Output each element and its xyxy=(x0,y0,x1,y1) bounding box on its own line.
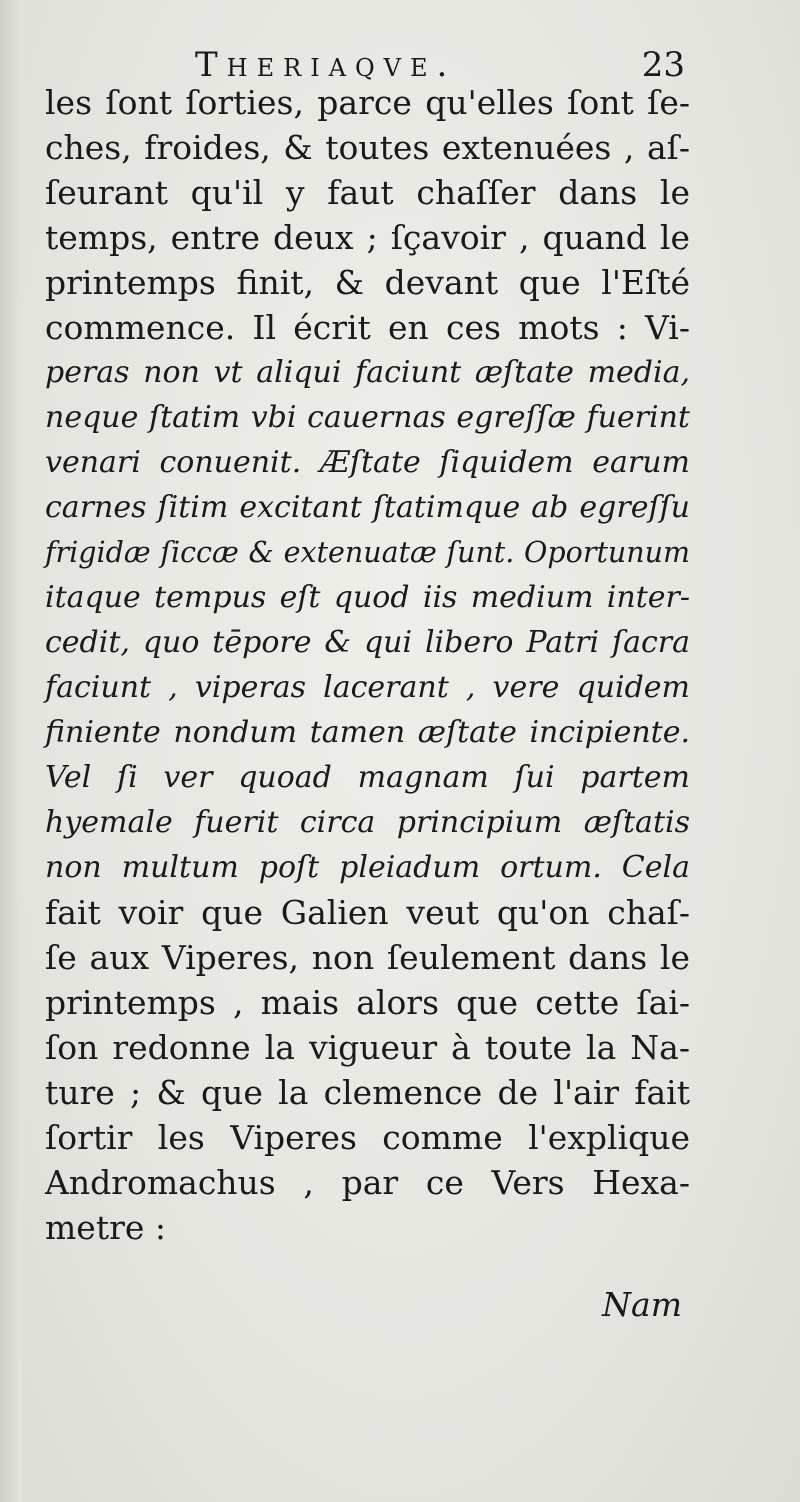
page-gutter-shadow xyxy=(0,0,22,1502)
text-line: les ſont ſorties, parce qu'elles ſont ſe- xyxy=(45,83,690,122)
text-line: commence. Il écrit en ces mots : Vi- xyxy=(45,308,690,347)
text-line: fait voir que Galien veut qu'on chaſ- xyxy=(45,893,690,932)
body-text xyxy=(45,80,690,1250)
text-line: printemps finit, & devant que l'Eſté xyxy=(45,263,690,302)
latin-quote-line: faciunt , viperas lacerant , vere quidem xyxy=(45,670,690,705)
running-title: Theriaqve. xyxy=(195,45,457,85)
latin-quote-line: itaque tempus eſt quod iis medium inter- xyxy=(45,580,690,615)
text-line: ture ; & que la clemence de l'air fait xyxy=(45,1073,690,1112)
latin-quote-line: venari conuenit. Æſtate ſiquidem earum xyxy=(45,445,690,480)
text-line: metre : xyxy=(45,1208,166,1247)
text-line: ſon redonne la vigueur à toute la Na- xyxy=(45,1028,690,1067)
latin-quote-line: carnes ſitim excitant ſtatimque ab egreſſu xyxy=(45,490,690,525)
text-line: Andromachus , par ce Vers Hexa- xyxy=(45,1163,690,1202)
text-line: temps, entre deux ; ſçavoir , quand le xyxy=(45,218,690,257)
latin-quote-line: Vel ſi ver quoad magnam ſui partem xyxy=(45,760,690,795)
latin-quote-line: frigidæ ſiccæ & extenuatæ ſunt. Oportunum xyxy=(45,536,690,569)
latin-quote-line: hyemale fuerit circa principium æſtatis xyxy=(45,805,690,840)
text-line: ſe aux Viperes, non ſeulement dans le xyxy=(45,938,690,977)
text-line: ſortir les Viperes comme l'explique xyxy=(45,1118,690,1157)
text-line: ches, froides, & toutes extenuées , aſ- xyxy=(45,128,690,167)
latin-quote-line: peras non vt aliqui faciunt æſtate media, xyxy=(45,355,690,390)
page-number: 23 xyxy=(641,45,685,85)
latin-quote-line: non multum poſt pleiadum ortum. Cela xyxy=(45,850,690,885)
latin-quote-line: finiente nondum tamen æſtate incipiente. xyxy=(45,715,690,750)
latin-quote-line: neque ſtatim vbi cauernas egreſſæ fuerint xyxy=(45,400,690,435)
text-line: printemps , mais alors que cette ſai- xyxy=(45,983,690,1022)
catchword: Nam xyxy=(602,1285,682,1324)
latin-quote-line: cedit, quo tēpore & qui libero Patri ſacra xyxy=(45,625,690,660)
text-line: ſeurant qu'il y faut chaſſer dans le xyxy=(45,173,690,212)
